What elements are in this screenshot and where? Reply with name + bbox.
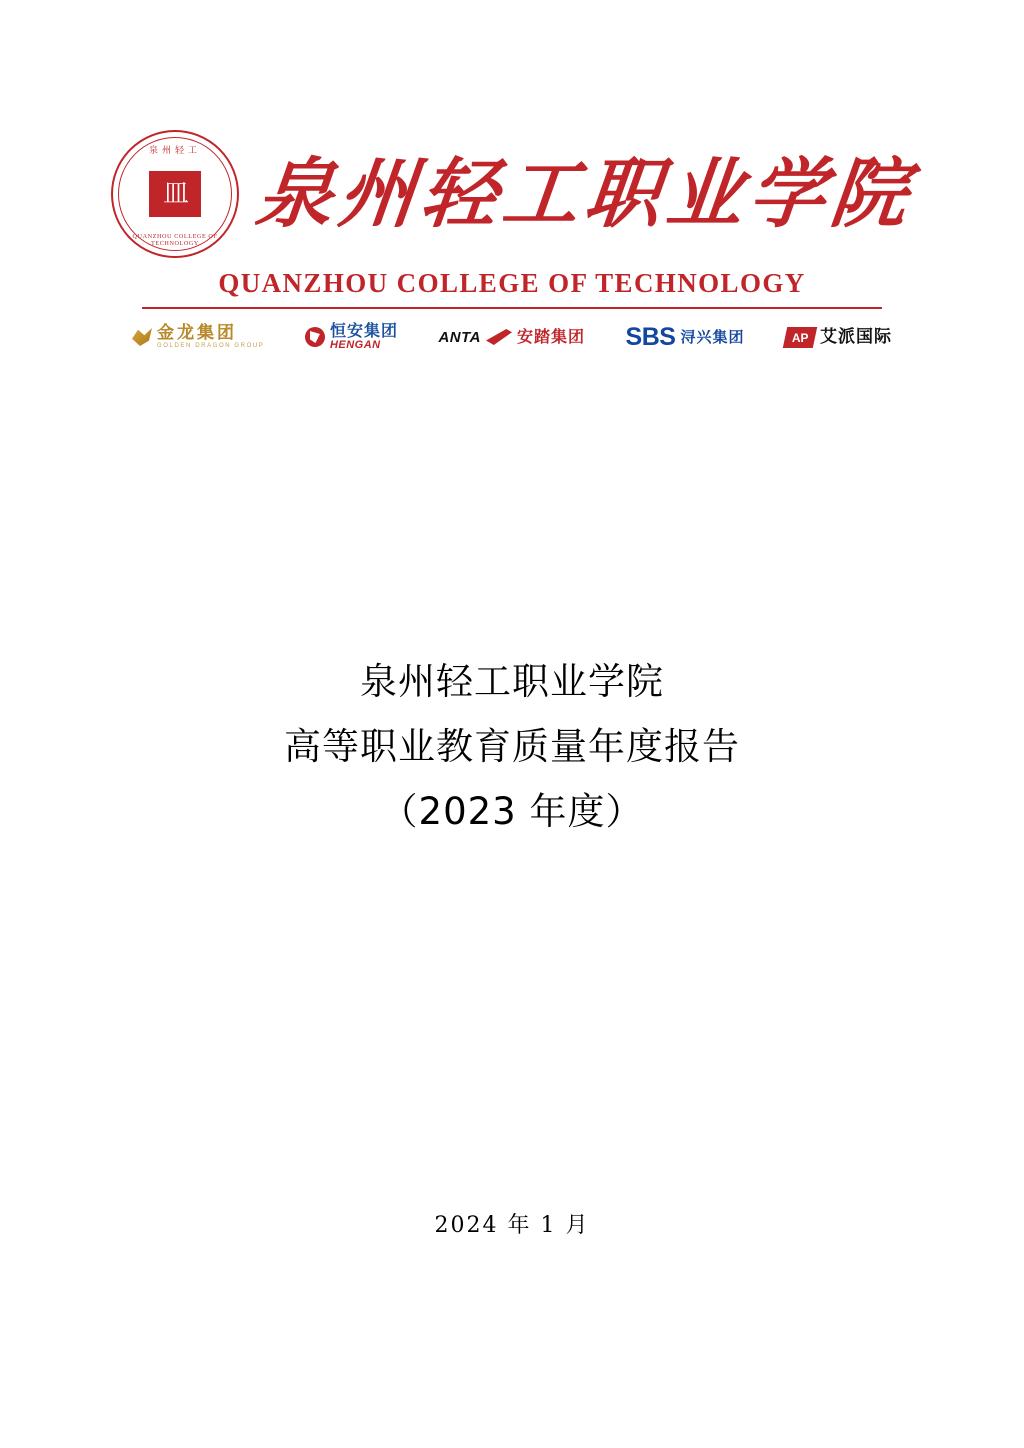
dragon-icon [132,328,152,346]
partner-anta [438,329,585,345]
title-line-2: 高等职业教育质量年度报告 [284,724,740,768]
hengan-icon [305,327,325,347]
seal-arc-bottom-text: QUANZHOU COLLEGE OF TECHNOLOGY [132,233,218,247]
masthead [0,130,1024,351]
title-line-3: （2023 年度） [380,789,644,833]
partner-sbs [625,322,745,351]
report-title [0,650,1024,844]
partner-golden-dragon-en: GOLDEN DRAGON GROUP [157,343,265,349]
school-name-en: QUANZHOU COLLEGE OF TECHNOLOGY [218,268,806,298]
header-divider [142,307,882,309]
partner-aipai-cn: 艾派国际 [819,326,892,347]
aipai-icon [783,327,817,348]
partner-logo-strip [132,323,892,351]
partner-sbs-cn: 浔兴集团 [680,327,745,346]
aipai-icon-text: AP [791,330,809,344]
anta-swoosh-icon [486,329,512,345]
school-name-cn: 泉州轻工职业学院 [252,149,918,238]
partner-anta-en: ANTA [438,328,482,346]
partner-hengan-en: HENGAN [329,339,381,351]
partner-aipai [785,327,892,348]
report-date: 2024 年 1 月 [434,1213,590,1238]
partner-hengan [305,323,398,351]
partner-golden-dragon-cn: 金龙集团 [157,323,237,343]
title-line-1: 泉州轻工职业学院 [360,660,664,703]
seal-center-glyph: 皿 [149,171,201,217]
partner-hengan-cn: 恒安集团 [329,321,398,340]
partner-sbs-en: SBS [625,322,676,351]
partner-anta-cn: 安踏集团 [517,327,586,346]
school-logo [111,130,918,258]
school-seal-icon [111,130,239,258]
partner-golden-dragon [132,325,264,349]
seal-arc-top-text: 泉州轻工 [148,145,201,155]
